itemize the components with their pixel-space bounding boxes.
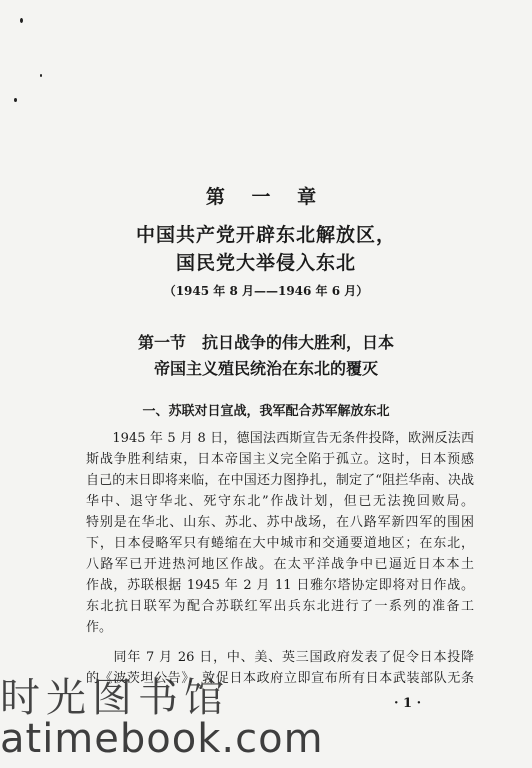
scan-speck [20, 18, 23, 23]
chapter-title-line1: 中国共产党开辟东北解放区， [135, 224, 396, 246]
paragraph-line: 东北抗日联军为配合苏联红军出兵东北进行了一系列的准备工 [86, 599, 474, 614]
paragraph-line: 下，日本侵略军只有蜷缩在大中城市和交通要道地区；在东北， [86, 536, 474, 551]
paragraph-line: 同年 7 月 26 日，中、美、英三国政府发表了促令日本投降 [86, 650, 474, 665]
paragraph-line: 作战，苏联根据 1945 年 2 月 11 日雅尔塔协定即将对日作战。 [86, 578, 474, 593]
chapter-title-line2: 国民党大举侵入东北 [175, 252, 356, 274]
subsection-title: 一、苏联对日宣战，我军配合苏军解放东北 [142, 404, 390, 419]
page-number: · 1 · [394, 696, 422, 711]
paragraph-line: 的《波茨坦公告》，敦促日本政府立即宣布所有日本武装部队无条 [86, 671, 474, 686]
paragraph-line: 1945 年 5 月 8 日，德国法西斯宣告无条件投降，欧洲反法西 [86, 431, 474, 446]
paragraph-line: 斯战争胜利结束，日本帝国主义完全陷于孤立。这时，日本预感 [86, 452, 474, 467]
scan-speck [14, 98, 17, 102]
chapter-dates: （1945 年 8 月——1946 年 6 月） [163, 284, 369, 298]
scan-speck [40, 74, 42, 77]
watermark-en: atimebook.com [0, 716, 324, 762]
section-title-line2: 帝国主义殖民统治在东北的覆灭 [153, 359, 378, 378]
paragraph-line: 作。 [86, 620, 113, 635]
paragraph-line: 自己的末日即将来临，在中国还力图挣扎，制定了“阻拦华南、决战 [86, 473, 474, 488]
paragraph-line: 八路军已开进热河地区作战。在太平洋战争中已逼近日本本土 [86, 557, 474, 572]
paragraph-line: 特别是在华北、山东、苏北、苏中战场，在八路军新四军的围困 [86, 515, 474, 530]
section-title-line1: 第一节 抗日战争的伟大胜利，日本 [137, 333, 394, 352]
paragraph-line: 华中、退守华北、死守东北”作战计划，但已无法挽回败局。 [86, 494, 474, 509]
watermark-cn: 时光图书馆 [0, 675, 230, 721]
chapter-heading: 第 一 章 [205, 186, 327, 208]
